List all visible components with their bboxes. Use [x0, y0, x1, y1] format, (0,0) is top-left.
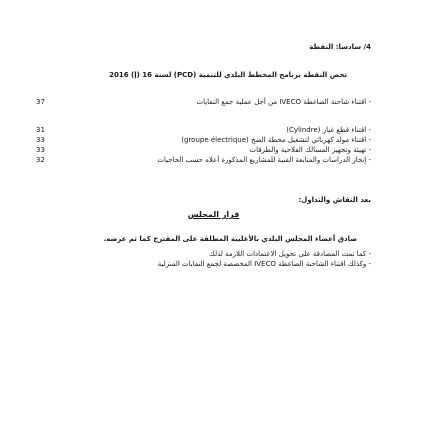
list-item-text: - تهيئة وتجهيز المسالك الفلاحية والطرقات [249, 146, 371, 154]
list-item-text: - اقتناء شاحنة الضاغطة IVECO من أجل عملية جمع النفايات [196, 98, 371, 106]
list-item-text: - اقتناء مولد كهربائي لتشغيل محطة الضخ (groupe électrique) [181, 136, 371, 144]
point-heading: تخص النقطة برنامج المخطط البلدي للتنمية (PCD) لسنة 16 (إ) 2016 [109, 71, 347, 79]
list-item-number: 37 [36, 98, 45, 106]
section-title: 4/ سادسا: النقطة [309, 43, 371, 51]
list-item-number: 31 [36, 126, 45, 134]
list-item-text: - إنجاز الدراسات والمتابعة الفنية للمشاريع المذكورة أعلاه حسب الحاجيات [157, 156, 371, 164]
list-item-number: 33 [36, 146, 45, 154]
closing-line: - وكذلك اقتناء الشاحنة الضاغطة IVECO المخصصة لجمع النفايات المنزلية [157, 260, 371, 268]
decision-heading: قرار المجلس [187, 210, 240, 219]
list-item-number: 33 [36, 136, 45, 144]
decision-text: صادق أعضاء المجلس البلدي بالأغلبية المطلقة على المقترح كما تم عرضه. [103, 235, 357, 243]
discussion-label: بعد النقاش والتداول: [298, 196, 371, 204]
list-item-text: - اقتناء قطع غيار (Cylindre) [286, 126, 371, 134]
closing-line: - كما تمت المصادقة على تحويل الاعتمادات اللازمة لذلك [209, 250, 371, 258]
list-item-number: 32 [36, 156, 45, 164]
